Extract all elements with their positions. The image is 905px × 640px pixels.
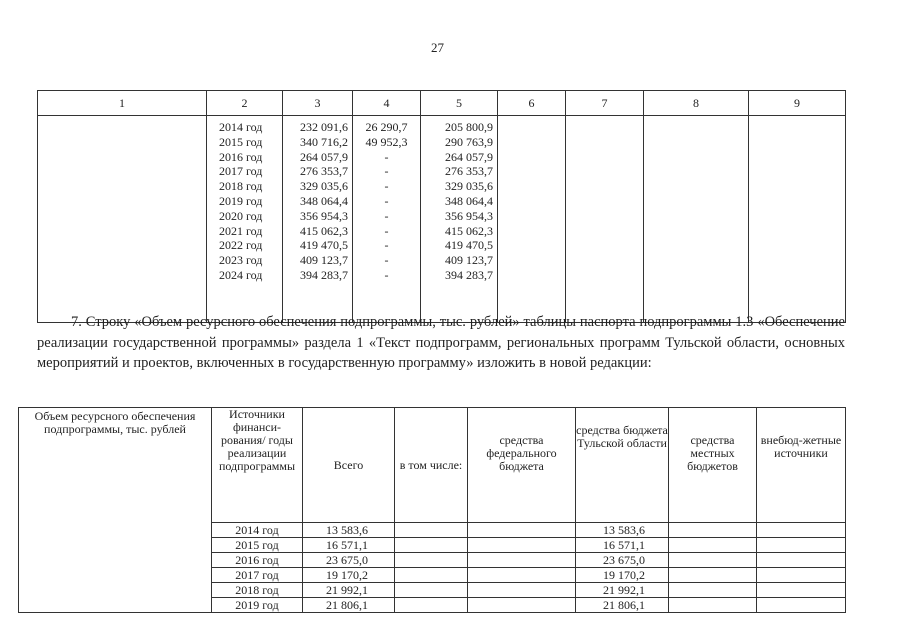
amendment-paragraph — [37, 312, 845, 374]
regional-value: 290 763,9 — [445, 134, 493, 149]
empty-cell — [669, 553, 757, 568]
empty-cell — [395, 553, 468, 568]
total-value: 232 091,6 — [300, 120, 348, 134]
table2-header-extra: внебюд-жетные источники — [757, 408, 846, 523]
year-value: 2018 год — [219, 179, 263, 194]
empty-cell — [757, 523, 846, 538]
year-value: 2021 год — [219, 223, 263, 238]
year-value: 2024 год — [219, 267, 263, 282]
total-cell: 21 992,1 — [303, 583, 395, 598]
table2-label-cell: Объем ресурсного обеспечения подпрограммы, тыс. рублей — [19, 408, 212, 613]
empty-cell — [395, 598, 468, 613]
total-value: 415 062,3 — [300, 223, 348, 238]
resource-table-continuation — [37, 90, 846, 323]
year-cell: 2018 год — [212, 583, 303, 598]
year-value: 2022 год — [219, 238, 263, 253]
total-value: 264 057,9 — [300, 149, 348, 164]
federal-value: 49 952,3 — [365, 134, 408, 149]
table1-years-cell — [207, 116, 283, 323]
empty-cell — [468, 598, 576, 613]
table1-regional-cell — [421, 116, 498, 323]
empty-cell — [669, 568, 757, 583]
table2-header-total: Всего — [303, 408, 395, 523]
page-number: 27 — [431, 40, 444, 55]
table1-body-row — [38, 116, 846, 323]
table2-header-federal: средства федерального бюджета — [468, 408, 576, 523]
federal-value: - — [384, 164, 389, 179]
empty-cell — [395, 538, 468, 553]
table1-empty-cell — [38, 116, 207, 323]
regional-cell: 21 806,1 — [576, 598, 669, 613]
regional-value: 276 353,7 — [445, 164, 493, 179]
total-value: 409 123,7 — [300, 253, 348, 268]
empty-cell — [395, 583, 468, 598]
table1-total-cell — [283, 116, 353, 323]
empty-cell — [468, 538, 576, 553]
year-cell: 2017 год — [212, 568, 303, 583]
federal-value: - — [384, 193, 389, 208]
table2-header-row — [19, 408, 846, 523]
federal-value: - — [384, 208, 389, 223]
empty-cell — [757, 568, 846, 583]
table2-header-regional: средства бюджета Тульской области — [576, 408, 669, 523]
total-value: 329 035,6 — [300, 179, 348, 194]
total-cell: 21 806,1 — [303, 598, 395, 613]
federal-value: - — [384, 253, 389, 268]
regional-cell: 23 675,0 — [576, 553, 669, 568]
total-value: 340 716,2 — [300, 134, 348, 149]
empty-cell — [669, 523, 757, 538]
table1-empty-cell — [644, 116, 749, 323]
regional-cell: 13 583,6 — [576, 523, 669, 538]
regional-value: 329 035,6 — [445, 179, 493, 194]
table1-empty-cell — [566, 116, 644, 323]
table2-header-sources: Источники финанси-рования/ годы реализации подпрограммы — [212, 408, 303, 523]
federal-value: - — [384, 238, 389, 253]
total-value: 276 353,7 — [300, 164, 348, 179]
regional-cell: 16 571,1 — [576, 538, 669, 553]
total-cell: 23 675,0 — [303, 553, 395, 568]
regional-value: 409 123,7 — [445, 253, 493, 268]
year-cell: 2016 год — [212, 553, 303, 568]
total-value: 348 064,4 — [300, 193, 348, 208]
table1-header-cell: 5 — [421, 91, 498, 116]
resource-table-new — [18, 407, 846, 613]
table1-empty-cell — [498, 116, 566, 323]
total-cell: 19 170,2 — [303, 568, 395, 583]
empty-cell — [468, 568, 576, 583]
empty-cell — [395, 568, 468, 583]
empty-cell — [468, 553, 576, 568]
regional-value: 205 800,9 — [445, 120, 493, 134]
year-value: 2015 год — [219, 134, 263, 149]
federal-value: - — [384, 223, 389, 238]
empty-cell — [669, 538, 757, 553]
federal-value: - — [384, 267, 389, 282]
table2-header-local: средства местных бюджетов — [669, 408, 757, 523]
table1-header-cell: 9 — [749, 91, 846, 116]
empty-cell — [395, 523, 468, 538]
table1-federal-cell — [353, 116, 421, 323]
empty-cell — [757, 583, 846, 598]
year-cell: 2015 год — [212, 538, 303, 553]
regional-cell: 19 170,2 — [576, 568, 669, 583]
table1-header-cell: 3 — [283, 91, 353, 116]
table1-header-cell: 2 — [207, 91, 283, 116]
federal-value: - — [384, 179, 389, 194]
table1-header-cell: 6 — [498, 91, 566, 116]
total-value: 356 954,3 — [300, 208, 348, 223]
year-value: 2023 год — [219, 253, 263, 268]
table1-header-cell: 8 — [644, 91, 749, 116]
year-cell: 2019 год — [212, 598, 303, 613]
table1-header-cell: 7 — [566, 91, 644, 116]
table1-header-cell: 1 — [38, 91, 207, 116]
federal-value: 26 290,7 — [365, 120, 408, 134]
amendment-paragraph-text: 7. Строку «Объем ресурсного обеспечения подпрограммы, тыс. рублей» таблицы паспорта подпрограммы 1.3 «Обеспечение реализации государственной программы» раздела 1 «Текст подпрограмм, региональных программ Тульской области, основных мероприятий и проектов, включенных в государственную программу» изложить в новой редакции: — [37, 314, 845, 371]
empty-cell — [757, 553, 846, 568]
total-value: 394 283,7 — [300, 267, 348, 282]
regional-value: 356 954,3 — [445, 208, 493, 223]
total-cell: 16 571,1 — [303, 538, 395, 553]
empty-cell — [468, 523, 576, 538]
year-cell: 2014 год — [212, 523, 303, 538]
year-value: 2014 год — [219, 120, 263, 134]
total-cell: 13 583,6 — [303, 523, 395, 538]
total-value: 419 470,5 — [300, 238, 348, 253]
regional-value: 264 057,9 — [445, 149, 493, 164]
federal-value: - — [384, 149, 389, 164]
empty-cell — [669, 583, 757, 598]
empty-cell — [757, 538, 846, 553]
year-value: 2017 год — [219, 164, 263, 179]
table1-header-cell: 4 — [353, 91, 421, 116]
year-value: 2020 год — [219, 208, 263, 223]
regional-value: 394 283,7 — [445, 267, 493, 282]
empty-cell — [468, 583, 576, 598]
table1-empty-cell — [749, 116, 846, 323]
year-value: 2016 год — [219, 149, 263, 164]
table2-header-incl: в том числе: — [395, 408, 468, 523]
regional-value: 415 062,3 — [445, 223, 493, 238]
regional-value: 348 064,4 — [445, 193, 493, 208]
empty-cell — [757, 598, 846, 613]
table1-header-row — [38, 91, 846, 116]
regional-value: 419 470,5 — [445, 238, 493, 253]
empty-cell — [669, 598, 757, 613]
regional-cell: 21 992,1 — [576, 583, 669, 598]
year-value: 2019 год — [219, 193, 263, 208]
